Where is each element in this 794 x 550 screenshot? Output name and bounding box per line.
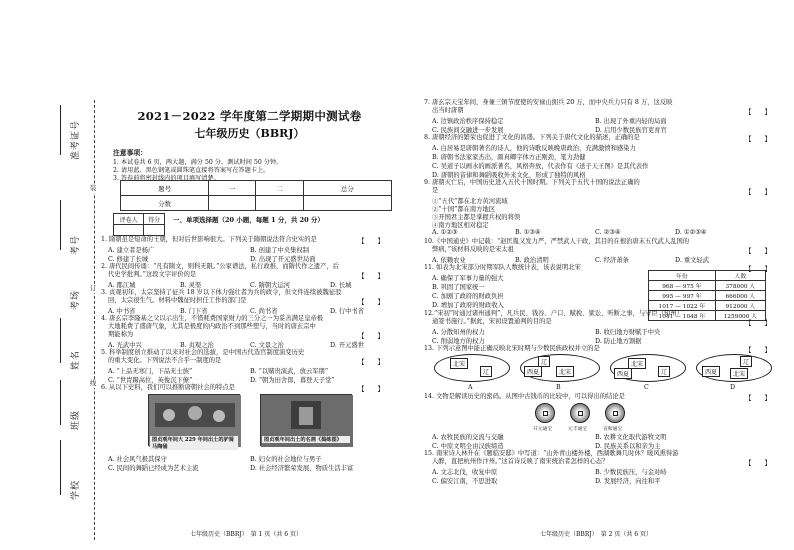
binding-line-1 bbox=[60, 105, 61, 155]
score-cell bbox=[256, 196, 303, 211]
q12-option-a: A. 分散知州的权力 bbox=[432, 329, 485, 336]
q11-table-cell: 968 — 975 年 bbox=[649, 281, 716, 291]
binding-field-name: 姓名 bbox=[71, 349, 81, 370]
score-header-cell: 题号 bbox=[121, 181, 209, 196]
q11-table-cell: 912000 人 bbox=[715, 301, 765, 311]
q2-option-d: D. 长城 bbox=[330, 282, 352, 289]
note-item-3: 3. 答卷前将密封线内的项目填写清楚。 bbox=[113, 175, 220, 182]
binding-line-2 bbox=[60, 200, 61, 250]
q9-option-d: D. ①②③④ bbox=[675, 229, 707, 236]
q12-option-b: B. 收归地方财赋于中央 bbox=[595, 329, 661, 336]
grader-cell bbox=[114, 225, 144, 236]
answer-bracket: 【 】 bbox=[745, 394, 771, 402]
q9-stem: 9. 唐朝灭亡后，中国历史进入五代十国时期。下列关于五代十国的说法正确的 bbox=[424, 179, 640, 186]
answer-bracket: 【 】 bbox=[358, 385, 384, 393]
q13-d-box-1: 辽 bbox=[740, 356, 752, 367]
q14-option-c: C. 中原文明全由汉族缔造 bbox=[432, 443, 504, 450]
q15-option-c: C. 偏安江南，不思进取 bbox=[432, 478, 498, 485]
binding-field-room: 考场 bbox=[71, 289, 81, 310]
score-header-cell: 总分 bbox=[303, 181, 391, 196]
q5-option-c: C. “世胄蹑高位，英俊沉下僚” bbox=[108, 377, 193, 384]
q9-list-2: ②“十国”都在南方地区 bbox=[432, 206, 496, 213]
q15-option-b: B. 少数民族压，与金对峙 bbox=[595, 469, 667, 476]
q8-stem: 8. 唐朝经济的繁荣也促进了文化的昌盛。下列关于唐代文化的描述，正确的是 bbox=[424, 134, 640, 141]
q11-table-cell: 1017 — 1022 年 bbox=[649, 301, 716, 311]
q6-image-1-caption: 图贞观年间大 229 年间出土的驴骑马陶俑 bbox=[150, 436, 238, 450]
q3-stem: 3. 贞观初年，太宗坚持了征兵 18 岁以下体力强壮者为兵的政令，但文件连续被魏征驳 bbox=[101, 289, 342, 296]
answer-bracket: 【 】 bbox=[358, 237, 384, 245]
q6-option-c: C. 民间的舞蹈已经成为艺术主流 bbox=[108, 465, 199, 472]
answer-bracket: 【 】 bbox=[358, 332, 384, 340]
coin-hole bbox=[543, 411, 548, 416]
exam-title: 2021－2022 学年度第二学期期中测试卷 bbox=[137, 109, 362, 123]
q11-table-cell: 378000 人 bbox=[715, 281, 765, 291]
binding-field-seat: 考号 bbox=[71, 234, 81, 255]
q4-stem: 4. 唐玄宗李隆基之父以示出生，不惜耗费国家财力的三分之一为妥善满足皇帝极 bbox=[101, 315, 324, 322]
score-header-cell: 一 bbox=[209, 181, 256, 196]
q7-option-c: C. 民族间交融进一步发展 bbox=[432, 127, 504, 134]
q3-stem-cont: 回，太宗很生气。材料中魏征时担任工作的部门是 bbox=[108, 297, 247, 304]
answer-bracket: 【 】 bbox=[745, 265, 771, 273]
q13-d-box-3: 北宋 bbox=[730, 368, 748, 379]
q13-c-box-1: 北宋 bbox=[628, 358, 646, 369]
q4-option-d: D. 开元盛世 bbox=[330, 342, 365, 349]
note-item-2: 2. 请用蓝、黑色钢笔或圆珠笔直接将答案写在答题卡上。 bbox=[113, 167, 270, 174]
q6-image-2-caption: 图贞观年间出土的名画《捣练图》 bbox=[262, 436, 350, 443]
q12-option-d: D. 防止地方割据 bbox=[595, 338, 642, 345]
q1-option-c: C. 修建了长城 bbox=[108, 256, 149, 263]
q2-stem: 2. 唐代民间传诵：“凡有隋文，则科无限。”公家谱法，私行政推，而隋代作之遗产，后 bbox=[101, 263, 339, 270]
q2-stem-cont: 代史学批判。”这段文字评价的是 bbox=[108, 271, 197, 278]
q9-option-c: C. ②③④ bbox=[595, 229, 621, 236]
score-cell bbox=[303, 196, 391, 211]
q5-stem: 5. 科举制度创立推动了以来对社会的选拔，是中国古代选官制度演变历史 bbox=[101, 349, 305, 356]
q4-stem-cont: 大地耗费了盛唐气象，尤其是极度的内政治不到那些塑与，当时的唐玄宗中 bbox=[108, 323, 316, 330]
q6-option-a: A. 社会风气极其保守 bbox=[108, 456, 167, 463]
q14-option-a: A. 农牧民族的交流与交融 bbox=[432, 434, 504, 441]
q15-stem-cont: 人醉，直把杭州作汴州。”这首诗反映了南宋统治者怎样的心态？ bbox=[432, 458, 609, 465]
score-header-cell: 二 bbox=[256, 181, 303, 196]
q11-table-header: 年份 bbox=[649, 271, 716, 281]
q13-c-box-2: 西夏 bbox=[614, 368, 632, 379]
q13-b-box-2: 北宋 bbox=[556, 366, 574, 377]
binding-line-3 bbox=[60, 318, 61, 363]
q14-coin-3-caption: 宣和通宝 bbox=[603, 427, 623, 432]
q5-option-d: D. “朝为田舍郎，暮登天子堂” bbox=[250, 377, 335, 384]
score-cell bbox=[209, 196, 256, 211]
q5-stem-cont: 的重大变化。下列说法不合乎一制度的是 bbox=[108, 357, 222, 364]
q7-option-a: A. 边镇政治秩序保持稳定 bbox=[432, 118, 504, 125]
answer-bracket: 【 】 bbox=[745, 459, 771, 467]
answer-bracket: 【 】 bbox=[745, 108, 771, 116]
grader-score-label: 得分 bbox=[144, 214, 165, 225]
binding-field-school: 学校 bbox=[71, 479, 81, 500]
answer-bracket: 【 】 bbox=[358, 298, 384, 306]
coin-hole bbox=[613, 411, 618, 416]
q9-list-3: ③开国君主都是掌握兵权的将领 bbox=[432, 214, 521, 221]
q11-table-cell: 666000 人 bbox=[715, 291, 765, 301]
answer-bracket: 【 】 bbox=[358, 272, 384, 280]
q11-option-b: B. 巩固了国家统一 bbox=[432, 284, 485, 291]
q5-option-b: B. “以赌贵演武，放云军朋” bbox=[250, 368, 329, 375]
binding-dash-line bbox=[94, 100, 95, 540]
binding-dash-xian: 线 bbox=[90, 380, 97, 387]
q1-option-b: B. 创建了中央集权制 bbox=[250, 247, 310, 254]
q13-c-box-3: 辽 bbox=[658, 366, 670, 377]
footer-page-2: 七年级历史（BBRJ） 第 2 页（共 6 页） bbox=[540, 531, 653, 538]
q11-table-cell: 995 — 997 年 bbox=[649, 291, 716, 301]
q13-label-c: C bbox=[644, 384, 649, 391]
q14-coin-2 bbox=[570, 403, 590, 423]
q11-stem: 11. 如表为北宋部分时期军队人数统计表，该表说明北宋 bbox=[424, 264, 581, 271]
answer-bracket: 【 】 bbox=[745, 319, 771, 327]
answer-bracket: 【 】 bbox=[745, 135, 771, 143]
q8-option-a: A. 白居易是唐朝著名的诗人，他的诗歌反映晚唐政治，充满激愤和感染力 bbox=[432, 145, 636, 152]
binding-line-5 bbox=[60, 440, 61, 495]
q11-table-cell: 1041 — 1048 年 bbox=[649, 311, 716, 321]
q2-option-b: B. 灵渠 bbox=[180, 282, 202, 289]
q6-option-d: D. 社会经济繁荣发展，物质生活丰富 bbox=[250, 465, 354, 472]
q12-option-c: C. 削弱地方的权力 bbox=[432, 338, 485, 345]
grader-label: 评卷人 bbox=[114, 214, 144, 225]
q8-option-b: B. 唐朝书法家家杰出，颜真卿字体方正刚劲，笔力劲健 bbox=[432, 154, 586, 161]
q10-option-c: C. 经济萧条 bbox=[595, 257, 629, 264]
note-item-1: 1. 本试卷共 6 页，两大题，满分 50 分，测试时间 50 分钟。 bbox=[113, 159, 283, 166]
q2-option-a: A. 郡江城 bbox=[108, 282, 136, 289]
binding-dash-zhuang: 装 bbox=[90, 185, 97, 192]
q3-option-a: A. 中书省 bbox=[108, 308, 136, 315]
q15-option-d: D. 发展经济，向往和平 bbox=[595, 478, 661, 485]
q5-option-a: A. “上品无寒门，下品无士族” bbox=[108, 368, 193, 375]
q11-option-c: C. 加剧了政府的财政负担 bbox=[432, 293, 504, 300]
q3-option-d: D. 行中书省 bbox=[330, 308, 365, 315]
q15-option-a: A. 文志北伐，收复中原 bbox=[432, 469, 498, 476]
section1-heading: 一、单项选择题（20 小题，每题 1 分，共 20 分） bbox=[173, 216, 324, 224]
q7-stem: 7. 唐玄宗天宝年间，身兼三镇节度使的安禄山拥兵 20 万，而中央兵力只有 8 万，这反映 bbox=[424, 99, 673, 106]
q14-coin-1 bbox=[535, 403, 555, 423]
notes-heading: 注意事项： bbox=[113, 149, 147, 157]
q7-option-d: D. 启用少数民族官吏育官 bbox=[595, 127, 667, 134]
q4-option-c: C. 文景之治 bbox=[250, 342, 284, 349]
q9-list-1: ①“五代”都在北方黄河流域 bbox=[432, 198, 508, 205]
answer-bracket: 【 】 bbox=[358, 358, 384, 366]
q15-stem: 15. 南宋诗人林升在《题临安邸》中写道：“山外青山楼外楼，西湖歌舞几时休？暖风熏得游 bbox=[424, 450, 679, 457]
q7-stem-cont: 出当时唐朝 bbox=[432, 107, 464, 114]
binding-dash-ding: 订 bbox=[90, 285, 97, 292]
q13-a-box-1: 北宋 bbox=[450, 358, 468, 369]
q9-list-4: ④南方地区相对稳定 bbox=[432, 222, 489, 229]
q13-d-box-2: 西夏 bbox=[702, 366, 720, 377]
coin-hole bbox=[578, 411, 583, 416]
q13-b-box-3: 西夏 bbox=[524, 366, 542, 377]
q9-option-a: A. ①②③ bbox=[432, 229, 458, 236]
q2-option-c: C. 隋朝大运河 bbox=[250, 282, 291, 289]
score-row-label: 分数 bbox=[121, 196, 209, 211]
q13-label-b: B bbox=[556, 384, 561, 391]
q13-a-box-2: 辽 bbox=[480, 366, 492, 377]
q4-option-b: B. 贞观之治 bbox=[180, 342, 214, 349]
q11-option-d: D. 增加了政府的财政收入 bbox=[432, 302, 504, 309]
exam-subtitle: 七年级历史（BBRJ） bbox=[194, 127, 305, 140]
q14-stem: 14. 文物是解读历史的密码。从图中古钱币的比较中，可以得出的结论是 bbox=[424, 393, 625, 400]
q13-stem: 13. 下列示意图中能正确反映北宋时期与少数民族政权并立的是 bbox=[424, 345, 600, 352]
q8-option-c: C. 吴道子以画水的画派著名，风格奔放，代表作有《送子天王图》是其代表作 bbox=[432, 163, 649, 170]
q10-option-a: A. 依赖农业 bbox=[432, 257, 466, 264]
answer-bracket: 【 】 bbox=[745, 188, 771, 196]
q9-option-b: B. ①③④ bbox=[515, 229, 541, 236]
q3-option-b: B. 门下省 bbox=[180, 308, 208, 315]
q11-option-a: A. 确保了军事力量的强大 bbox=[432, 275, 504, 282]
q13-b-box-1: 辽 bbox=[538, 356, 550, 367]
binding-line-4 bbox=[60, 380, 61, 425]
q4-stem-cont2: 期能称为 bbox=[108, 331, 134, 338]
q10-option-b: B. 政治清明 bbox=[515, 257, 549, 264]
grader-cell bbox=[144, 225, 165, 236]
q11-table-cell: 1259000 人 bbox=[715, 311, 765, 321]
q12-stem-cont: 通签书施行。”据此，宋初设置通判的目的是 bbox=[432, 318, 552, 325]
q10-stem-cont: 弊病，”该材料反映的是宋太祖 bbox=[432, 246, 514, 253]
q3-option-c: C. 尚书省 bbox=[250, 308, 278, 315]
q14-coin-2-caption: 元丰通宝 bbox=[568, 427, 588, 432]
answer-bracket: 【 】 bbox=[745, 346, 771, 354]
q10-stem: 10.《中国通史》中记载：“赵匡胤又发力严，严禁武人干政，其目的在根治唐末五代武人乱国的 bbox=[424, 238, 690, 245]
q14-coin-3 bbox=[605, 403, 625, 423]
q13-diagram-a bbox=[434, 354, 510, 382]
q8-option-d: D. 唐朝的音律和舞蹈吸收外来文化，形成了独特的风格 bbox=[432, 172, 586, 179]
answer-bracket: 【 】 bbox=[745, 247, 771, 255]
q1-option-d: D. 出现了开元盛世局面 bbox=[250, 256, 316, 263]
footer-page-1: 七年级历史（BBRJ） 第 1 页（共 6 页） bbox=[190, 531, 303, 538]
q6-option-b: B. 妇女的社会地位与男子 bbox=[250, 456, 322, 463]
q10-option-d: D. 重文轻武 bbox=[675, 257, 710, 264]
q14-coin-1-caption: 开元通宝 bbox=[533, 427, 553, 432]
q1-stem: 1. 隋朝虽是短命的王朝，但对后世影响很大。下列关于隋朝说法符合史实的是 bbox=[101, 236, 317, 243]
score-table bbox=[120, 180, 392, 211]
binding-field-class: 班级 bbox=[71, 409, 81, 430]
q4-option-a: A. 光武中兴 bbox=[108, 342, 142, 349]
q7-option-b: B. 出现了外重内轻的局面 bbox=[595, 118, 667, 125]
q11-table-header: 人数 bbox=[715, 271, 765, 281]
q13-label-a: A bbox=[468, 384, 473, 391]
q13-label-d: D bbox=[730, 384, 736, 391]
binding-field-exam-no: 准考证号 bbox=[71, 119, 81, 160]
q6-stem: 6. 从以下史料，我们可以推断唐朝社会的特点是 bbox=[101, 384, 235, 391]
grader-table bbox=[113, 213, 165, 236]
q14-option-d: D. 民族关系以和亲为主 bbox=[595, 443, 661, 450]
q1-option-a: A. 建立者是杨广 bbox=[108, 247, 155, 254]
q14-option-b: B. 农耕文化取代游牧文明 bbox=[595, 434, 667, 441]
q9-stem-cont: 是 bbox=[432, 187, 439, 194]
q12-stem: 12.“宋初”时通过诸州通判”，凡兵民、钱谷、户口、赋税、狱讼、听断之事，与守臣（知州） bbox=[424, 310, 683, 317]
